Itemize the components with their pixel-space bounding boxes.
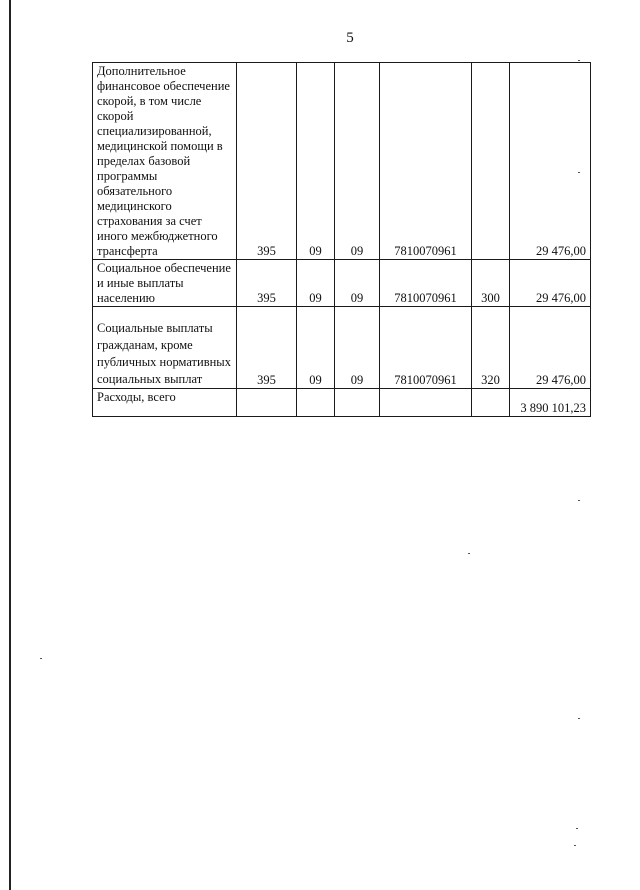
expense-type-code <box>472 389 510 417</box>
section-code: 09 <box>297 63 335 260</box>
scan-speck <box>40 658 42 659</box>
target-article-code: 7810070961 <box>380 307 472 389</box>
table-row <box>93 307 591 389</box>
scan-edge-line <box>9 0 11 890</box>
table-row <box>93 63 591 260</box>
expense-type-code: 320 <box>472 307 510 389</box>
amount-value: 29 476,00 <box>510 260 591 307</box>
row-name: Расходы, всего <box>93 389 237 417</box>
section-code <box>297 389 335 417</box>
scan-speck <box>578 172 580 173</box>
ministry-code: 395 <box>237 307 297 389</box>
expense-type-code: 300 <box>472 260 510 307</box>
target-article-code <box>380 389 472 417</box>
ministry-code: 395 <box>237 260 297 307</box>
ministry-code <box>237 389 297 417</box>
table-row <box>93 260 591 307</box>
subsection-code: 09 <box>335 260 380 307</box>
row-name: Дополнительное финансовое обеспечение скорой, в том числе скорой специализированной, медицинской помощи в пределах базовой программы обязательного медицинского страхования за счет иного межбюджетного трансферта <box>93 63 237 260</box>
amount-value: 3 890 101,23 <box>510 389 591 417</box>
section-code: 09 <box>297 260 335 307</box>
scan-speck <box>578 500 580 501</box>
target-article-code: 7810070961 <box>380 63 472 260</box>
amount-value: 29 476,00 <box>510 307 591 389</box>
table-row <box>93 389 591 417</box>
scan-speck <box>468 553 470 554</box>
row-name: Социальные выплаты гражданам, кроме публичных нормативных социальных выплат <box>93 307 237 389</box>
subsection-code: 09 <box>335 63 380 260</box>
scan-speck <box>576 828 578 829</box>
ministry-code: 395 <box>237 63 297 260</box>
subsection-code: 09 <box>335 307 380 389</box>
subsection-code <box>335 389 380 417</box>
scan-speck <box>578 60 580 61</box>
page-number: 5 <box>346 30 354 46</box>
scan-speck <box>574 845 576 846</box>
section-code: 09 <box>297 307 335 389</box>
amount-value: 29 476,00 <box>510 63 591 260</box>
target-article-code: 7810070961 <box>380 260 472 307</box>
budget-table <box>92 62 591 417</box>
scan-speck <box>578 718 580 719</box>
row-name: Социальное обеспечение и иные выплаты населению <box>93 260 237 307</box>
expense-type-code <box>472 63 510 260</box>
